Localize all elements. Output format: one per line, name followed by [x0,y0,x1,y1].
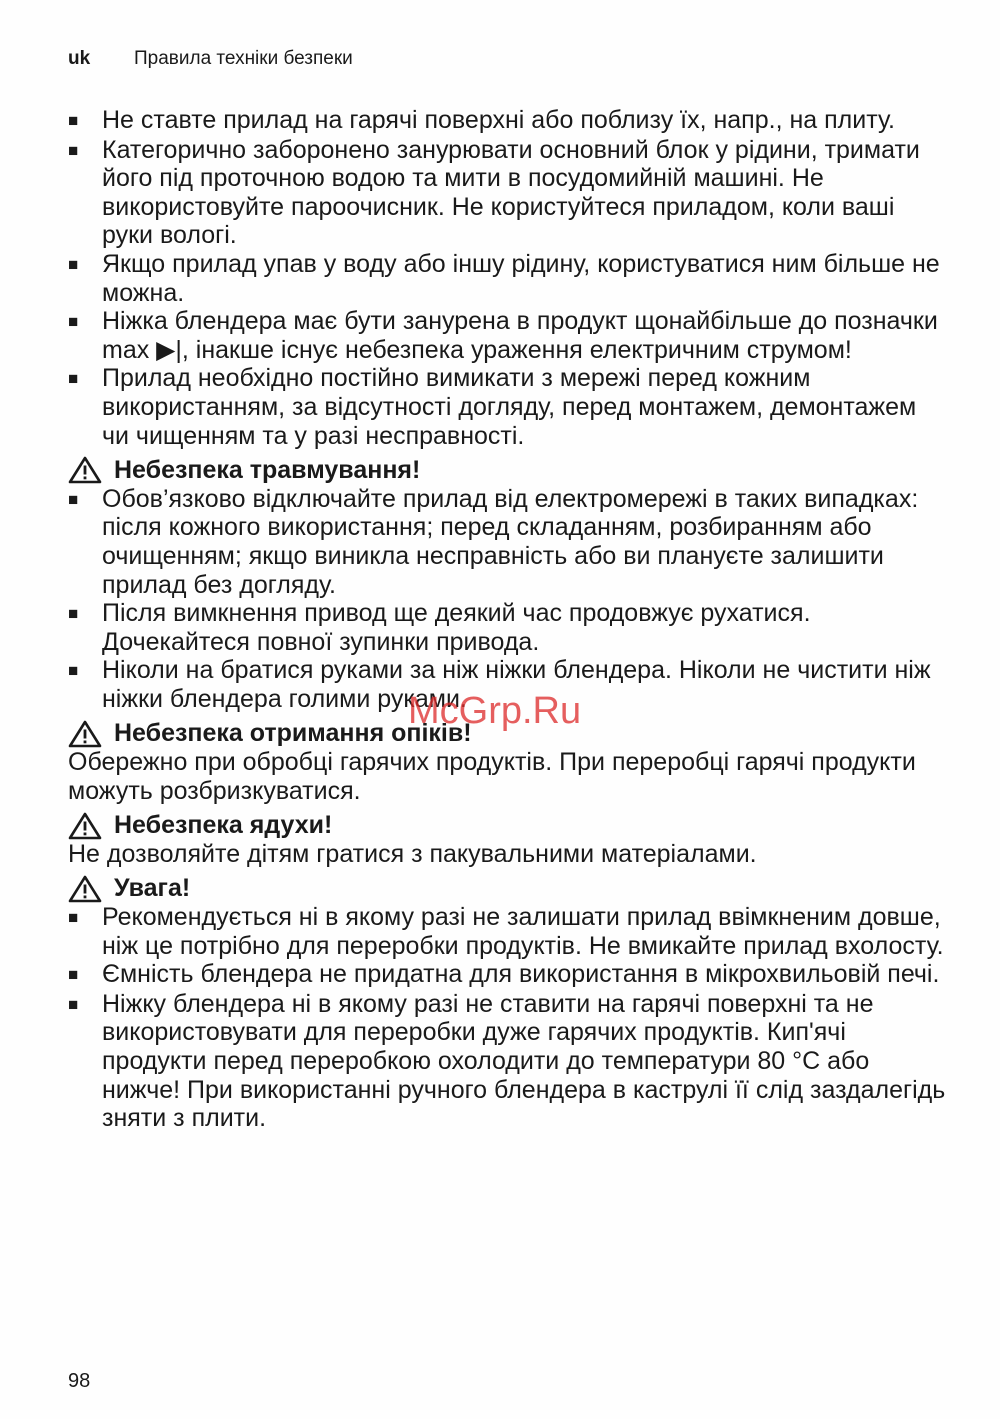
section-title: Правила техніки безпеки [134,48,353,69]
bullet-square-icon: ■ [68,661,79,681]
warning-triangle-icon [68,875,102,903]
list-item-text: Ємність блендера не придатна для використання в мікрохвильовій печі. [102,960,940,989]
paragraph: Не дозволяйте дітям гратися з пакувальними матеріалами. [68,839,757,868]
max-text-before: Ніжка блендера має бути занурена в продукт щонайбільше до позначки [102,307,938,336]
list-item [68,307,948,364]
bullet-square-icon: ■ [68,489,79,509]
list-item-text: Рекомендується ні в якому разі не залишати прилад ввімкненим довше, ніж це потрібно для переробки продуктів. Не вмикайте прилад вхолосту. [102,903,944,960]
list-item [68,364,948,450]
list-item [68,136,948,250]
bullet-square-icon: ■ [68,369,79,389]
list-item-text [102,307,948,364]
bullet-square-icon: ■ [68,312,79,332]
list-item [68,960,948,990]
list-item-text: Ніколи на братися руками за ніж ніжки блендера. Ніколи не чистити ніж ніжки блендера голими руками. [102,656,931,713]
list-item [68,485,948,599]
list-item [68,599,948,656]
max-text-after: , інакше існує небезпека ураження електричним струмом! [181,335,852,364]
warning-heading-injury [68,456,948,485]
list-item-text: Після вимкнення привод ще деякий час продовжує рухатися. Дочекайтеся повної зупинки привода. [102,599,811,656]
list-item-text: Обов’язково відключайте прилад від електромережі в таких випадках: після кожного використання; перед складанням, розбиранням або очищенням; якщо виникла несправність або ви плануєте залишити прилад без догляду. [102,484,919,599]
list-item [68,903,948,960]
list-item-text: Категорично заборонено занурювати основний блок у рідини, тримати його під проточною водою та мити в посудомийній машині. Не використовуйте пароочисник. Не користуйтеся приладом, коли ваші руки вологі. [102,135,920,250]
warning-triangle-icon [68,456,102,484]
heading-text: Небезпека отримання опіків! [114,719,472,748]
bullet-square-icon: ■ [68,254,79,274]
paragraph: Обережно при обробці гарячих продуктів. При переробці гарячі продукти можуть розбризкуватися. [68,748,916,805]
watermark: McGrp.Ru [408,690,582,732]
list-item-text: Прилад необхідно постійно вимикати з мережі перед кожним використанням, за відсутності догляду, перед монтажем, демонтажем чи чищенням та у разі несправності. [102,364,917,450]
list-item [68,990,948,1133]
document-body [68,106,948,1133]
language-code: uk [68,48,91,69]
warning-triangle-icon [68,812,102,840]
heading-text: Увага! [114,874,191,903]
page-number: 98 [68,1370,91,1392]
list-item-text: Не ставте прилад на гарячі поверхні або поблизу їх, напр., на плиту. [102,106,895,134]
list-item-text: Ніжку блендера ні в якому разі не ставити на гарячі поверхні та не використовувати для переробки дуже гарячих продуктів. Кип'ячі продукти перед переробкою охолодити до температури 80 °C або нижче! При використанні ручного блендера в каструлі її слід заздалегідь зняти з плити. [102,989,946,1133]
list-item [68,106,948,136]
list-item [68,250,948,307]
warning-heading-suffocation [68,811,948,840]
warning-heading-attention [68,874,948,903]
max-fill-mark: max ▶| [102,335,182,364]
heading-text: Небезпека ядухи! [114,811,333,840]
warning-triangle-icon [68,720,102,748]
bullet-square-icon: ■ [68,908,79,928]
bullet-square-icon: ■ [68,140,79,160]
list-item-text: Якщо прилад упав у воду або іншу рідину, користуватися ним більше не можна. [102,249,940,307]
bullet-square-icon: ■ [68,604,79,624]
page-header [68,48,353,70]
bullet-square-icon: ■ [68,965,79,985]
bullet-square-icon: ■ [68,111,79,130]
bullet-square-icon: ■ [68,994,79,1014]
heading-text: Небезпека травмування! [114,456,421,485]
